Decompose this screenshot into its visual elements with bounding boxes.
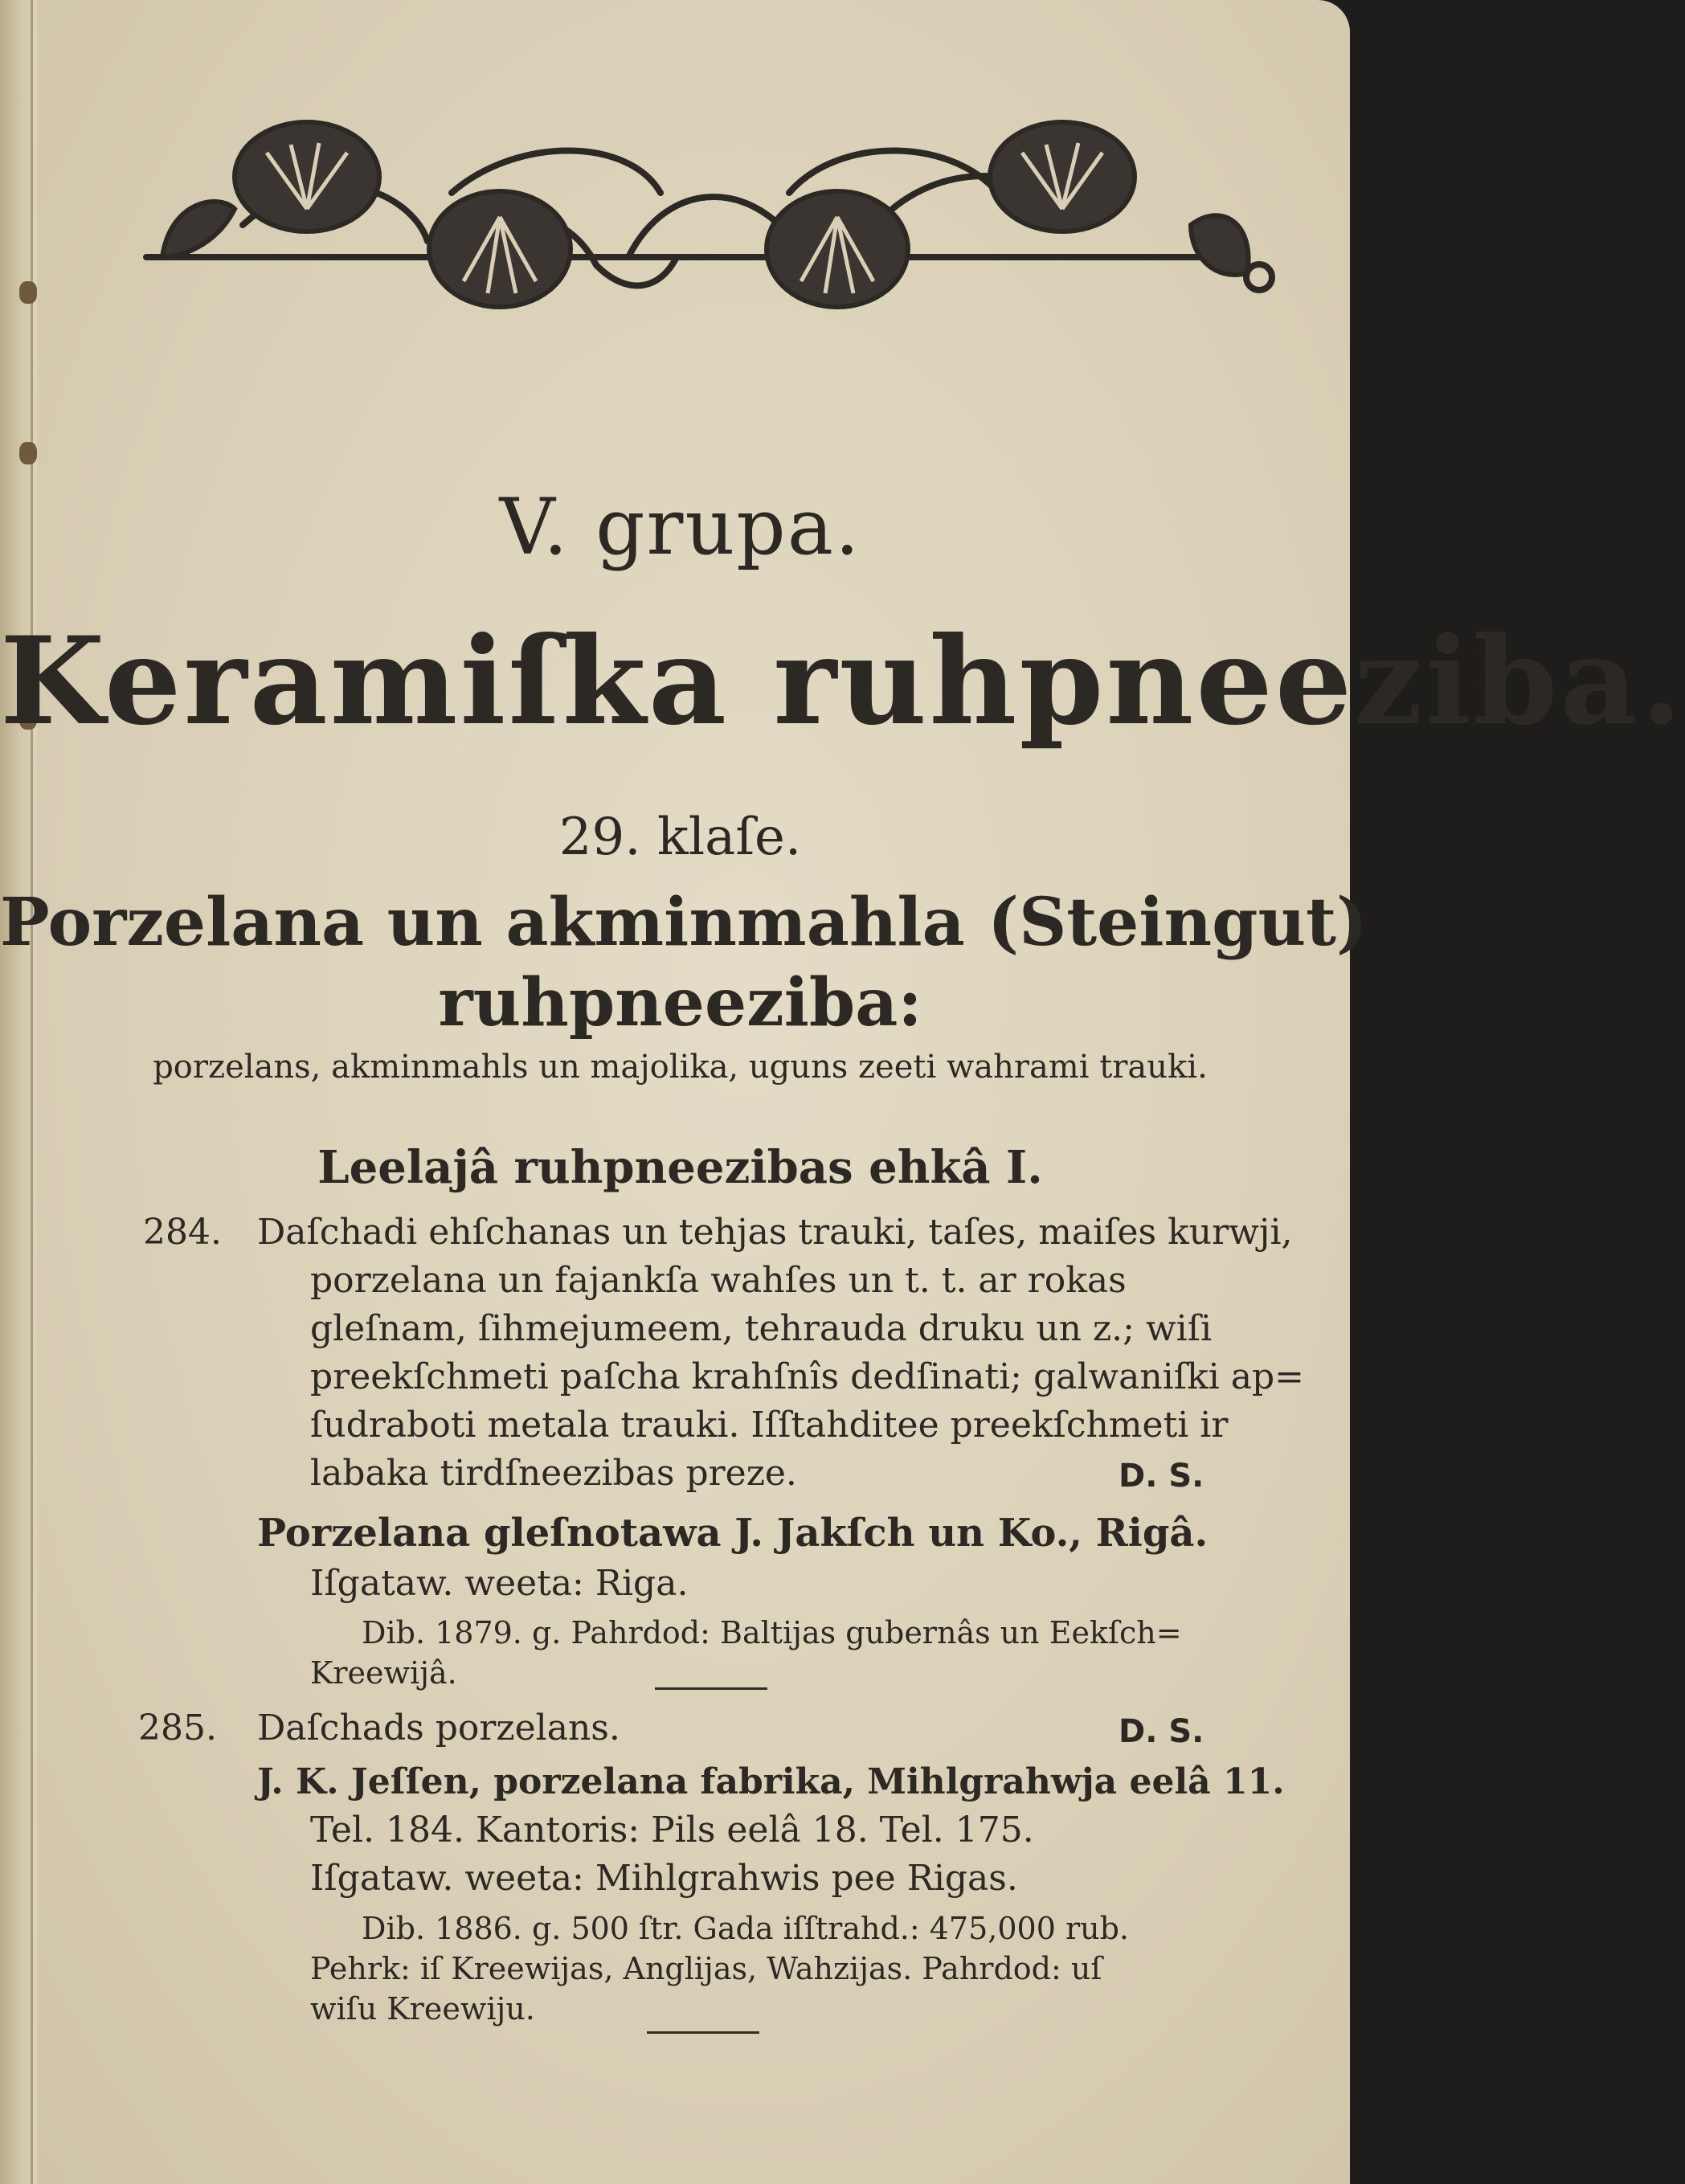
class-label: 29. klaſe. [558, 808, 802, 867]
award-mark: D. S. [1119, 1458, 1204, 1495]
entry-desc-line: gleſnam, ſihmejumeem, tehrauda druku un z.; wiſi [310, 1308, 1213, 1349]
ornament-header-icon [146, 104, 1279, 329]
entry-desc-line: labaka tirdſneezibas preze. [310, 1453, 797, 1494]
entry-desc-line: porzelana un fajankſa wahſes un t. t. ar rokas [310, 1260, 1127, 1301]
separator-rule [647, 2031, 759, 2034]
medal-heading: Leelajâ ruhpneezibas ehkâ I. [317, 1141, 1043, 1194]
entry-info-line: Pehrk: iſ Kreewijas, Anglijas, Wahzijas. Pahrdod: uſ [310, 1951, 1102, 1986]
production-place: Iſgataw. weeta: Riga. [310, 1563, 689, 1604]
class-title-line1: Porzelana un akminmahla (Steingut) [0, 884, 1368, 961]
entry-info-line: wiſu Kreewiju. [310, 1991, 535, 2027]
entry-info-line: Dib. 1886. g. 500 ſtr. Gada iſſtrahd.: 475,000 rub. [362, 1911, 1130, 1946]
entry-info-line: Dib. 1879. g. Pahrdod: Baltijas gubernâs un Eekſch= [362, 1615, 1182, 1650]
binding-thread [19, 442, 37, 464]
entry-number: 285. [138, 1708, 217, 1748]
entry-desc-line: Daſchads porzelans. [257, 1708, 620, 1748]
class-title-line2: ruhpneeziba: [438, 964, 922, 1041]
entry-number: 284. [143, 1212, 222, 1253]
entry-desc-line: ſudraboti metala trauki. Iſſtahditee preekſchmeti ir [310, 1405, 1229, 1446]
group-heading: V. grupa. [499, 482, 861, 572]
entry-desc-line: Daſchadi ehſchanas un tehjas trauki, taſes, maiſes kurwji, [257, 1212, 1293, 1253]
exhibitor-line: J. K. Jeſſen, porzelana fabrika, Mihlgrahwja eelâ 11. [257, 1761, 1285, 1802]
entry-desc-line: preekſchmeti paſcha krahſnîs dedſinati; galwaniſki ap= [310, 1356, 1305, 1397]
class-subtitle: porzelans, akminmahls un majolika, uguns zeeti wahrami trauki. [153, 1049, 1208, 1086]
entry-info-line: Kreewijâ. [310, 1655, 457, 1691]
exhibitor-name: Porzelana gleſnotawa J. Jakſch un Ko., Rigâ. [257, 1511, 1209, 1556]
group-title: Keramiſka ruhpneeziba. [0, 611, 1685, 752]
separator-rule [655, 1687, 767, 1690]
exhibitor-line: Iſgataw. weeta: Mihlgrahwis pee Rigas. [310, 1858, 1018, 1899]
spine-edge [31, 0, 33, 2184]
binding-thread [19, 281, 37, 304]
exhibitor-line: Tel. 184. Kantoris: Pils eelâ 18. Tel. 175. [310, 1810, 1034, 1851]
award-mark: D. S. [1119, 1713, 1204, 1750]
